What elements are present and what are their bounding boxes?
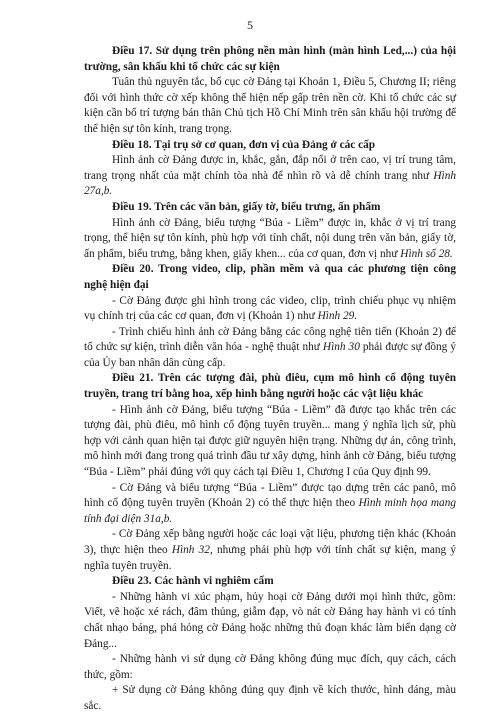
figure-reference: Hình 27a,b. — [84, 169, 456, 198]
article-heading — [84, 138, 456, 154]
text-run: Điều 21. Trên các tượng đài, phù điêu, cụm mô hình cổ động tuyên truyền, trang trí bằng hoa, xếp hình bằng người hoặc các vật liệu khác — [84, 372, 456, 401]
text-run: Hình ảnh cờ Đảng, biểu tượng “Búa - Liềm” được in, khắc ở vị trí trang trọng, thể hiện sự tôn kính, phù hợp với tính chất, nội dung trên văn bản, giấy tờ, ấn phẩm, biểu trưng, bằng khen, giấy khen... của cơ quan, đơn vị như — [84, 216, 456, 260]
article-heading — [84, 262, 456, 293]
text-run: Tuân thủ nguyên tắc, bố cục cờ Đảng tại Khoản 1, Điều 5, Chương II; riêng đối với hình thức cờ xếp không thể hiện nếp gấp trên nền cờ. Khi tổ chức các sự kiện cần bố trí tượng bán thân Chủ tịch Hồ Chí Minh trên sân khấu hội trường để thể hiện sự tôn kính, trang trọng. — [84, 76, 456, 135]
text-run: - Cờ Đảng và biểu tượng “Búa - Liềm” được tạo dựng trên các panô, mô hình cổ động tuyên truyền (Khoản 2) có thể thực hiện theo — [84, 481, 456, 510]
text-run: Điều 19. Trên các văn bản, giấy tờ, biểu trưng, ấn phẩm — [112, 200, 381, 213]
list-item — [84, 527, 456, 574]
figure-reference: Hình 32 — [171, 544, 210, 556]
paragraph — [84, 153, 456, 200]
text-run: Điều 20. Trong video, clip, phần mềm và qua các phương tiện công nghệ hiện đại — [84, 263, 456, 291]
figure-reference: Hình 29. — [317, 310, 358, 323]
text-run: Điều 17. Sử dụng trên phông nền màn hình (màn hình Led,...) của hội trường, sân khấu khi tổ chức các sự kiện — [84, 45, 456, 73]
document-body — [84, 44, 456, 715]
figure-reference: Hình số 28. — [400, 247, 453, 260]
text-run: - Cờ Đảng được ghi hình trong các video, clip, trình chiếu phục vụ nhiệm vụ chính trị của các cơ quan, đơn vị (Khoản 1) như — [84, 294, 456, 323]
list-item — [84, 325, 456, 372]
figure-reference: Hình 30 — [322, 341, 360, 354]
text-run: - Hình ảnh cờ Đảng, biểu tượng “Búa - Liềm” đã được tạo khắc trên các tượng đài, phù điêu, mô hình cổ động tuyên truyền... mang ý nghĩa lịch sử, phù hợp với cảnh quan hiện tại được giữ nguyên hiện trạng. Những dự án, công trình, mô hình mới đang trong quá trình đầu tư xây dựng, hình ảnh cờ Đảng, biểu tượng “Búa - Liềm” phải đúng với quy cách tại Điều 1, Chương I của Quy định 99. — [84, 403, 456, 479]
text-run: Điều 23. Các hành vi nghiêm cấm — [112, 575, 274, 588]
article-heading — [84, 574, 456, 590]
article-heading — [84, 44, 456, 75]
figure-reference: Hình minh họa mang tính đại diện 31a,b. — [84, 497, 456, 525]
text-run: - Trình chiếu hình ảnh cờ Đảng bằng các công nghệ tiên tiến (Khoản 2) để tổ chức sự kiện, trình diễn văn hóa - nghệ thuật như — [84, 325, 456, 354]
text-run: phải được sự đồng ý của Ủy ban nhân dân cùng cấp. — [84, 341, 456, 369]
list-item — [84, 652, 456, 683]
text-run: , nhưng phải phù hợp với tính chất sự kiện, mang ý nghĩa tuyên truyền. — [84, 544, 456, 572]
article-heading — [84, 200, 456, 216]
list-item — [84, 294, 456, 325]
paragraph — [84, 75, 456, 137]
list-item — [84, 590, 456, 652]
list-item — [84, 403, 456, 481]
article-heading — [84, 371, 456, 402]
page-number: 5 — [247, 18, 253, 32]
text-run: - Những hành vi sử dụng cờ Đảng không đúng mục đích, quy cách, cách thức, gồm: — [84, 653, 456, 681]
text-run: - Những hành vi xúc phạm, hủy hoại cờ Đảng dưới mọi hình thức, gồm: Viết, vẽ hoặc xé rách, đâm thủng, giẫm đạp, vò nát cờ Đảng hay hành vi có tính chất nhạo báng, phá hỏng cờ Đảng hoặc những thủ đoạn khác làm biến dạng cờ Đảng... — [84, 590, 456, 650]
list-item — [84, 683, 456, 714]
text-run: - Cờ Đảng xếp bằng người hoặc các loại vật liệu, phương tiện khác (Khoản 3), thực hiện theo — [84, 528, 456, 556]
text-run: Hình ảnh cờ Đảng được in, khắc, gắn, đắp nổi ở trên cao, vị trí trung tâm, trang trọng nhất của mặt chính tòa nhà để nhìn rõ và dễ chính trang như — [84, 154, 456, 182]
text-run: Điều 18. Tại trụ sở cơ quan, đơn vị của Đảng ở các cấp — [112, 138, 376, 151]
text-run: + Sử dụng cờ Đảng không đúng quy định về kích thước, hình dáng, màu sắc. — [84, 684, 456, 712]
list-item — [84, 481, 456, 528]
paragraph — [84, 216, 456, 263]
